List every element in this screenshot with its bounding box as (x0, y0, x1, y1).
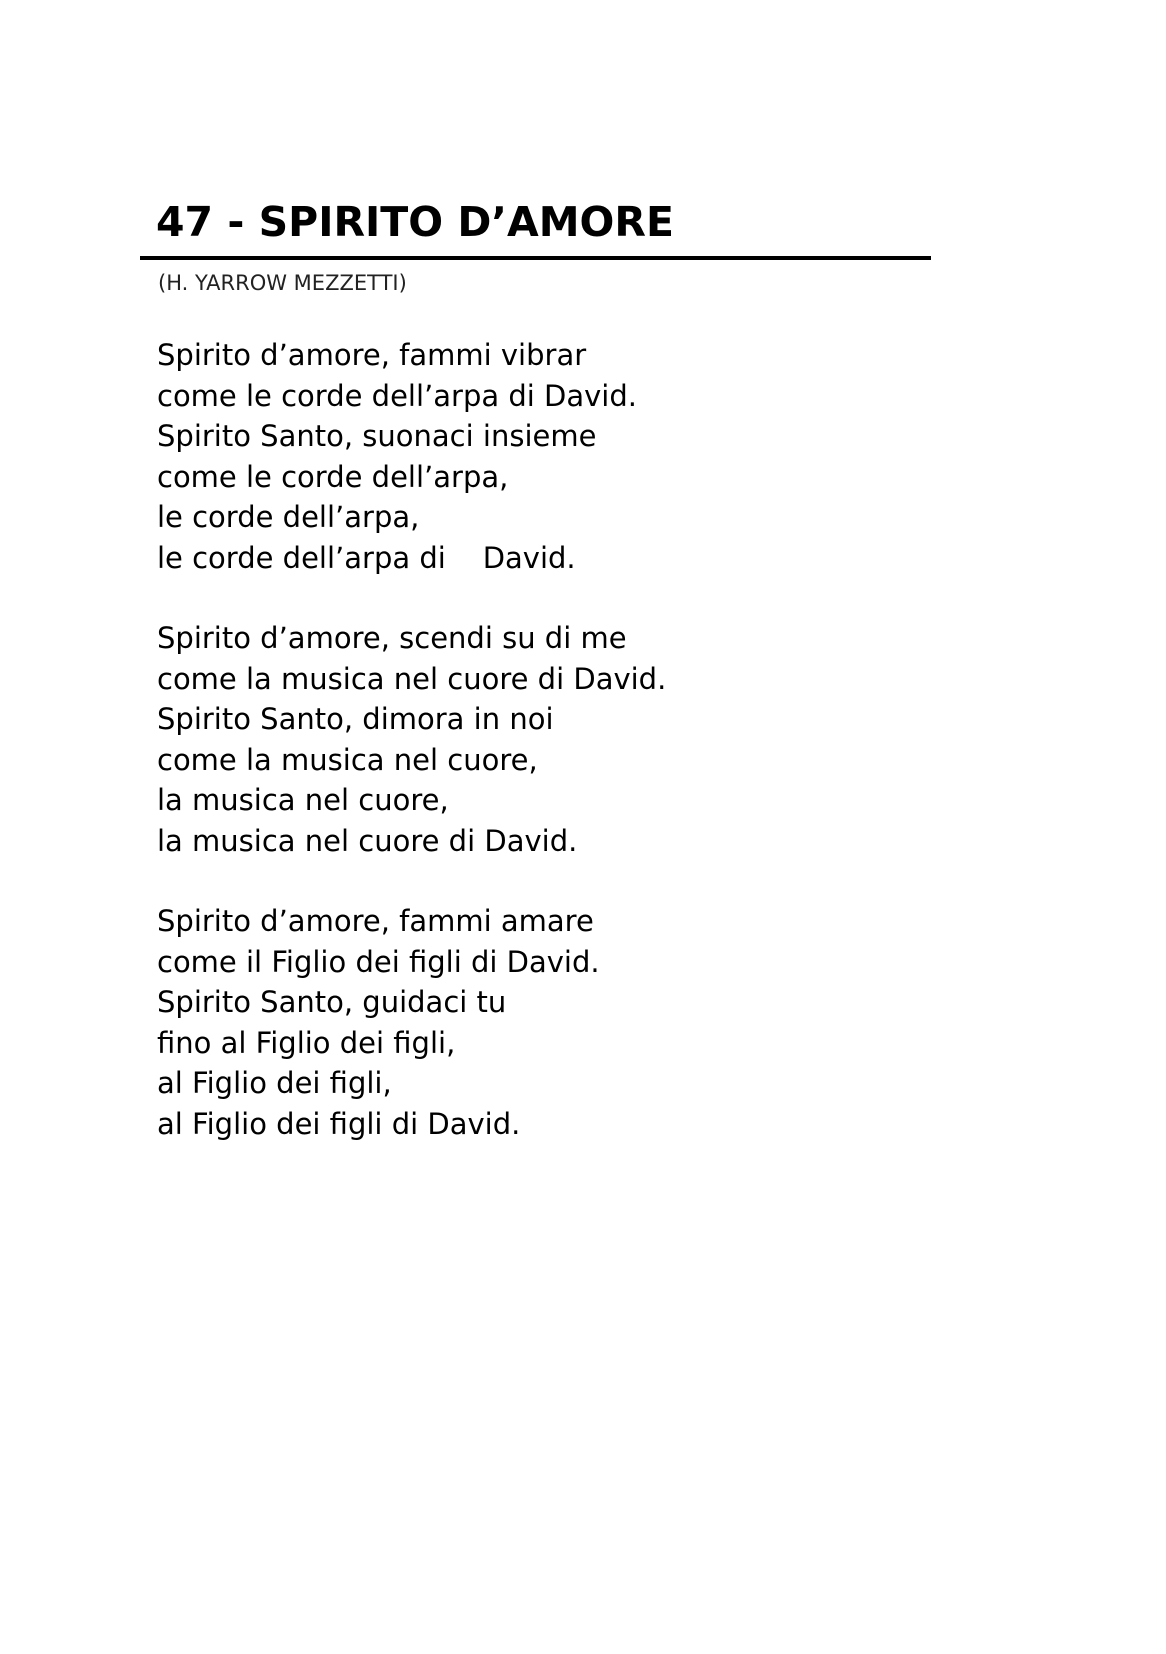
lyric-line: la musica nel cuore di David. (157, 823, 578, 858)
lyric-line: Spirito Santo, dimora in noi (157, 702, 554, 736)
lyric-line: fino al Figlio dei figli, (157, 1025, 456, 1060)
lyric-line: Spirito Santo, suonaci insieme (157, 419, 597, 453)
lyric-line: le corde dell’arpa, (157, 500, 420, 534)
lyric-line: Spirito d’amore, scendi su di me (157, 621, 627, 655)
lyric-line: come le corde dell’arpa di David. (157, 378, 637, 413)
song-title: 47 - SPIRITO D’AMORE (156, 198, 674, 246)
lyric-line: come la musica nel cuore di David. (157, 661, 667, 696)
lyric-line: la musica nel cuore, (157, 783, 449, 817)
lyric-line: al Figlio dei figli, (157, 1066, 392, 1100)
stanza-2 (157, 618, 1057, 861)
title-underline (140, 256, 931, 260)
stanza-1 (157, 335, 1057, 578)
lyric-line: le corde dell’arpa di David. (157, 540, 576, 575)
lyrics (157, 335, 1057, 1184)
lyric-line: come la musica nel cuore, (157, 742, 538, 777)
lyric-line: Spirito Santo, guidaci tu (157, 985, 507, 1019)
song-author: (H. YARROW MEZZETTI) (158, 271, 407, 295)
lyric-line: come le corde dell’arpa, (157, 459, 509, 494)
lyric-line: come il Figlio dei figli di David. (157, 944, 600, 979)
lyric-line: Spirito d’amore, fammi amare (157, 904, 594, 938)
stanza-3 (157, 901, 1057, 1144)
lyric-line: Spirito d’amore, fammi vibrar (157, 338, 587, 372)
lyric-line: al Figlio dei figli di David. (157, 1106, 521, 1141)
